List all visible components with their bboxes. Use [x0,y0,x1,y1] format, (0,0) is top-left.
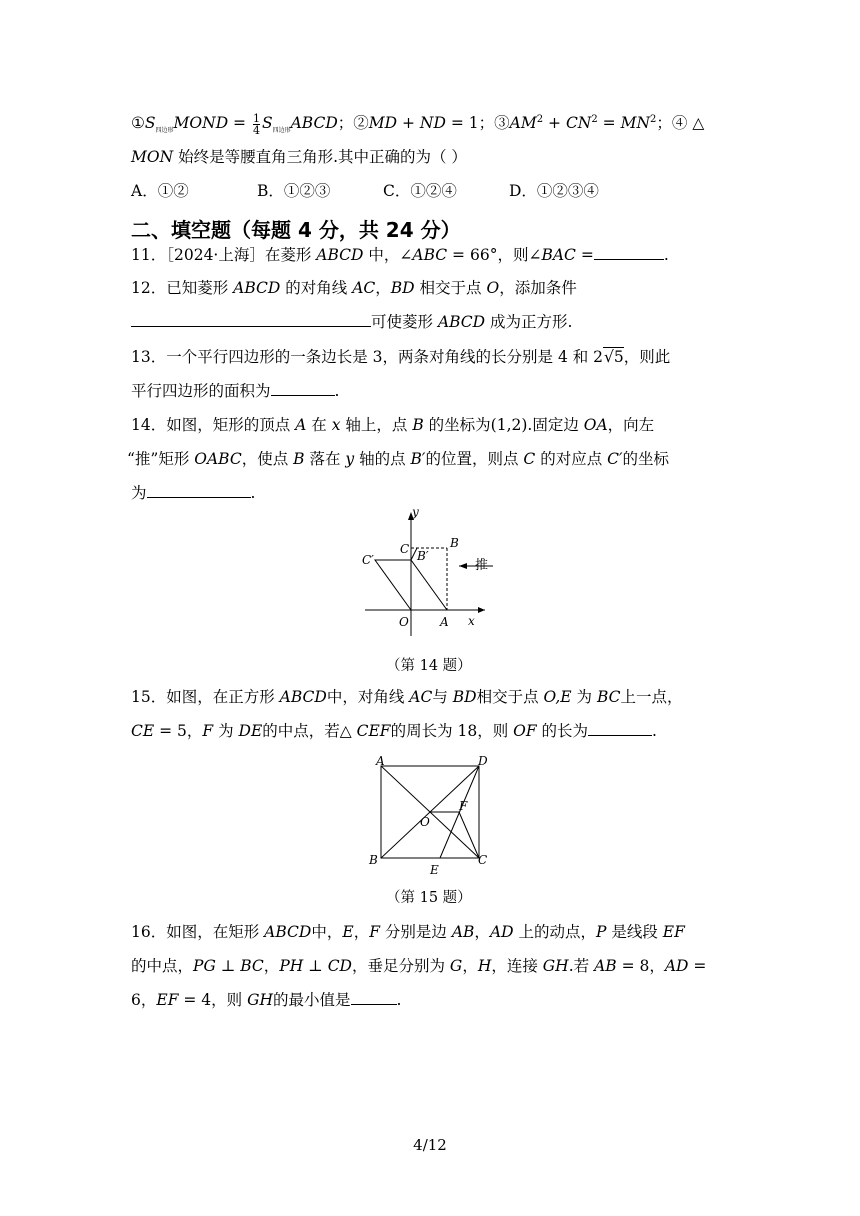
question-14-line3: 为 . [131,484,256,502]
question-15-line1: 15．如图，在正方形 ABCD中，对角线 AC与 BD相交于点 O,E 为 BC上一点， [131,688,683,706]
answer-blank[interactable] [147,483,251,498]
option-a: A．①② [131,182,189,200]
answer-blank[interactable] [131,312,371,327]
label-x: x [468,614,475,628]
label-b: B [450,536,459,550]
figure-14-diagram [355,508,515,636]
label-c: C [478,853,488,867]
label-a: A [376,754,385,768]
label-d: D [478,754,488,768]
segment-fc [459,812,479,858]
label-y: y [412,508,419,519]
label-o: O [399,615,409,629]
question-12-line2: 可使菱形 ABCD 成为正方形. [131,311,572,333]
push-arrow-head [459,563,467,569]
q10-options [131,180,599,202]
option-c: C．①②④ [383,182,457,200]
label-f: F [459,799,468,813]
sqrt-symbol: √5 [604,348,624,366]
question-12-line1: 12．已知菱形 ABCD 的对角线 AC，BD 相交于点 O，添加条件 [131,279,577,297]
q10-question-line: MON 始终是等腰直角三角形.其中正确的为（ ） [131,148,467,166]
answer-blank[interactable] [351,990,397,1005]
answer-blank[interactable] [594,245,664,260]
answer-blank[interactable] [271,381,335,396]
label-o: O [420,815,430,829]
label-b: B [369,853,378,867]
question-14-line1: 14．如图，矩形的顶点 A 在 x 轴上，点 B 的坐标为(1,2).固定边 OA，向左 [131,416,655,434]
label-a: A [440,615,449,629]
figure-15-diagram [368,750,498,878]
label-e: E [430,863,439,877]
option-d: D．①②③④ [509,182,599,200]
question-11: 11．［2024·上海］在菱形 ABCD 中，∠ABC = 66°，则∠BAC = . [131,246,669,264]
label-c-prime: C′ [362,553,374,567]
question-16-line3: 6，EF = 4，则 GH的最小值是 . [131,991,402,1009]
option-b: B．①②③ [257,182,331,200]
q10-statements-line: $①S_{四边形}MOND$ = $\frac{1}{4}$ $S_{四边形}ABCD$；②MD + ND = 1；$③AM^2 + CN^2 = MN^2$；④ △ [131,111,705,137]
question-16-line2: 的中点，PG ⊥ BC，PH ⊥ CD，垂足分别为 G，H，连接 GH.若 AB = 8，AD = [131,957,707,975]
answer-blank[interactable] [588,721,652,736]
page-number: 4/12 [413,1136,447,1154]
question-16-line1: 16．如图，在矩形 ABCD中，E，F 分别是边 AB，AD 上的动点，P 是线段 EF [131,923,685,941]
question-13-line2: 平行四边形的面积为 . [131,382,340,400]
x-axis-arrow [478,607,485,613]
question-14-line2: “推”矩形 OABC，使点 B 落在 y 轴的点 B′的位置，则点 C 的对应点 C′的坐标 [127,450,670,468]
figure-15-caption: （第 15 题） [386,890,472,906]
figure-14-caption: （第 14 题） [386,658,472,674]
question-13-line1: 13．一个平行四边形的一条边长是 3，两条对角线的长分别是 4 和 2√5，则此 [131,348,671,366]
label-push: 推 [475,558,489,573]
label-c: C [400,542,410,556]
label-b-prime: B′ [417,549,429,563]
question-15-line2: CE = 5，F 为 DE的中点，若△ CEF的周长为 18，则 OF 的长为 . [131,722,657,740]
section-title: 二、填空题（每题 4 分，共 24 分） [131,218,461,242]
fraction-one-quarter: $\frac{1}{4}$ [252,111,260,137]
